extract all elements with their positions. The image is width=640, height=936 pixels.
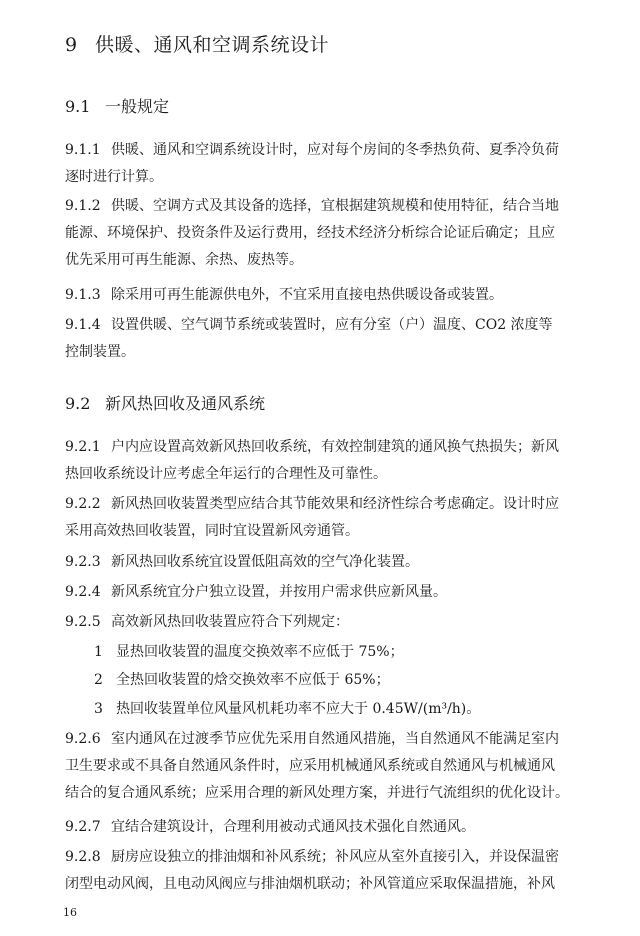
clause-number: 9.2.1 [65,439,101,455]
clause-number: 9.2.8 [65,849,101,865]
clause-line [65,193,585,220]
clause-line [65,549,585,576]
list-item [94,639,404,666]
section-heading-9-1 [65,94,169,117]
clause-line [65,137,585,164]
clause-number: 9.2.4 [65,584,101,600]
section-title: 新风热回收及通风系统 [105,394,266,413]
clause-line [65,814,585,841]
clause-9-2-1 [65,434,585,488]
clause-line [65,844,585,871]
list-item-number: 3 [94,701,103,717]
section-number: 9.2 [65,394,91,413]
clause-number: 9.2.3 [65,554,101,570]
clause-number: 9.2.2 [65,496,101,512]
clause-9-1-4 [65,312,585,366]
clause-number: 9.2.7 [65,819,101,835]
clause-number: 9.2.5 [65,614,101,630]
clause-line: 能源、环境保护、投资条件及运行费用，经技术经济分析综合论证后确定；且应 [65,225,555,241]
clause-number: 9.2.6 [65,731,101,747]
clause-text: 新风热回收装置类型应结合其节能效果和经济性综合考虑确定。设计时应 [111,496,559,512]
clause-number: 9.1.2 [65,198,101,214]
list-item [94,696,480,723]
list-item-text: 全热回收装置的焓交换效率不应低于 65%； [116,672,390,688]
clause-9-1-2 [65,193,585,274]
clause-number: 9.1.3 [65,287,101,303]
clause-text: 厨房应设独立的排油烟和补风系统；补风应从室外直接引入，并设保温密 [111,849,559,865]
clause-9-2-4 [65,579,585,606]
clause-line: 卫生要求或不具备自然通风条件时，应采用机械通风系统或自然通风与机械通风 [65,758,555,774]
section-title: 一般规定 [105,97,170,116]
clause-text: 新风系统宜分户独立设置，并按用户需求供应新风量。 [111,584,447,600]
clause-9-2-8 [65,844,585,898]
clause-9-2-2 [65,491,585,545]
chapter-heading [65,30,329,57]
clause-text: 高效新风热回收装置应符合下列规定： [111,614,349,630]
page-number: 16 [63,906,77,919]
chapter-number: 9 [65,34,78,56]
list-item-number: 1 [94,644,103,660]
clause-line [65,609,585,636]
clause-line: 优先采用可再生能源、余热、废热等。 [65,252,303,268]
list-item-text: 显热回收装置的温度交换效率不应低于 75%； [116,644,404,660]
clause-line: 结合的复合通风系统；应采用合理的新风处理方案，并进行气流组织的优化设计。 [65,785,569,801]
list-item-number: 2 [94,672,103,688]
clause-text: 设置供暖、空气调节系统或装置时，应有分室（户）温度、CO2 浓度等 [111,317,553,333]
clause-line [65,726,585,753]
clause-line [65,282,585,309]
clause-line: 闭型电动风阀，且电动风阀应与排油烟机联动；补风管道应采取保温措施，补风 [65,876,555,892]
clause-line: 热回收系统设计应考虑全年运行的合理性及可靠性。 [65,466,387,482]
clause-9-1-3 [65,282,585,309]
clause-line: 逐时进行计算。 [65,169,163,185]
clause-line: 控制装置。 [65,344,135,360]
clause-line [65,312,585,339]
list-item-text: 热回收装置单位风量风机耗功率不应大于 0.45W/(m³/h)。 [116,701,481,717]
clause-number: 9.1.4 [65,317,101,333]
clause-line [65,579,585,606]
clause-9-2-6 [65,726,585,807]
clause-text: 供暖、通风和空调系统设计时，应对每个房间的冬季热负荷、夏季冷负荷 [111,142,559,158]
clause-text: 除采用可再生能源供电外，不宜采用直接电热供暖设备或装置。 [111,287,503,303]
clause-9-1-1 [65,137,585,191]
section-heading-9-2 [65,391,265,414]
clause-text: 室内通风在过渡季节应优先采用自然通风措施，当自然通风不能满足室内 [111,731,559,747]
list-item [94,667,390,694]
clause-line [65,434,585,461]
clause-text: 宜结合建筑设计，合理利用被动式通风技术强化自然通风。 [111,819,475,835]
clause-text: 户内应设置高效新风热回收系统，有效控制建筑的通风换气热损失；新风 [111,439,559,455]
clause-text: 供暖、空调方式及其设备的选择，宜根据建筑规模和使用特征，结合当地 [111,198,559,214]
clause-line: 采用高效热回收装置，同时宜设置新风旁通管。 [65,523,359,539]
clause-number: 9.1.1 [65,142,101,158]
clause-line [65,491,585,518]
clause-9-2-3 [65,549,585,576]
clause-9-2-5 [65,609,585,636]
clause-text: 新风热回收系统宜设置低阻高效的空气净化装置。 [111,554,419,570]
clause-9-2-7 [65,814,585,841]
section-number: 9.1 [65,97,91,116]
chapter-title: 供暖、通风和空调系统设计 [95,34,330,56]
